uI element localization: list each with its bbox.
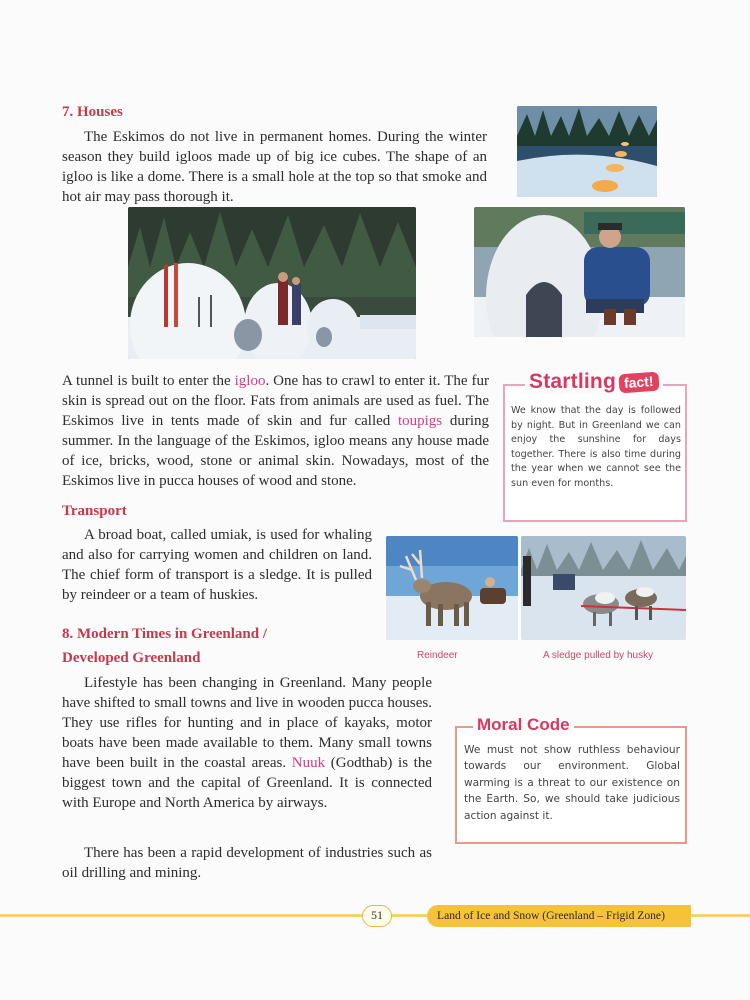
man-igloo-photo [474, 207, 685, 337]
text-fragment: (Godthab) is the biggest town and the capital of Greenland. It is connected with Europe and North America by airways. [62, 755, 433, 811]
moral-code-body: We must not show ruthless behaviour towards our environment. Global warming is a threat to our existence on the Earth. So, we should take judicious action against it. [464, 744, 680, 822]
moral-code-box [455, 715, 687, 844]
section-heading-developed: Developed Greenland [62, 650, 201, 666]
startling-fact-title [525, 370, 663, 394]
reindeer-photo [386, 536, 518, 640]
caption-reindeer: Reindeer [417, 650, 458, 661]
text-fragment: A tunnel is built to enter the [62, 373, 235, 389]
chapter-title-band: Land of Ice and Snow (Greenland – Frigid Zone) [427, 905, 691, 927]
houses-paragraph-2 [62, 371, 489, 491]
text-fragment: Lifestyle has been changing in Greenland. Many people have shifted to small towns and live in wooden pucca houses. They use rifles for hunting and in place of kayaks, motor boats have been made available to them. Many small towns have been built in the coastal areas. [62, 675, 432, 771]
transport-paragraph: A broad boat, called umiak, is used for whaling and also for carrying women and children on land. The chief form of transport is a sledge. It is pulled by reindeer or a team of huskies. [62, 527, 372, 603]
section-heading-transport: Transport [62, 503, 127, 519]
startling-word: Startling [529, 370, 616, 393]
section-heading-modern: 8. Modern Times in Greenland / [62, 626, 268, 642]
term-toupigs: toupigs [397, 413, 443, 429]
text-fragment: during summer. In the language of the Eskimos, igloo means any house made of ice, bricks, wood, stone or animal skin. Nowadays, most of the Eskimos live in pucca houses of wood and stone. [62, 413, 489, 489]
snow-lanterns-photo [517, 106, 657, 197]
page-number: 51 [362, 905, 392, 927]
caption-husky: A sledge pulled by husky [543, 650, 654, 661]
section-heading-houses: 7. Houses [62, 104, 123, 120]
fact-badge: fact! [618, 371, 659, 393]
houses-paragraph-1: The Eskimos do not live in permanent homes. During the winter season they build igloos made up of big ice cubes. The shape of an igloo is like a dome. There is a small hole at the top so that smoke and hot air may pass thorough it. [62, 129, 487, 205]
startling-fact-box [503, 370, 687, 522]
text-fragment: . One has to crawl to enter it. The fur skin is spread out on the floor. Fats from animals are used as fuel. The Eskimos live in tents made of skin and fur called [62, 373, 489, 429]
moral-code-title: Moral Code [473, 715, 574, 735]
term-igloo: igloo [234, 373, 266, 389]
term-nuuk: Nuuk [291, 755, 326, 771]
igloo-village-photo [128, 207, 416, 359]
husky-sledge-photo [521, 536, 686, 640]
modern-paragraph-1 [62, 673, 432, 813]
modern-paragraph-2: There has been a rapid development of industries such as oil drilling and mining. [62, 845, 432, 881]
startling-fact-body: We know that the day is followed by night. But in Greenland we can enjoy the sunshine for days together. There is also time during the year when we cannot see the sun even for months. [511, 405, 681, 489]
